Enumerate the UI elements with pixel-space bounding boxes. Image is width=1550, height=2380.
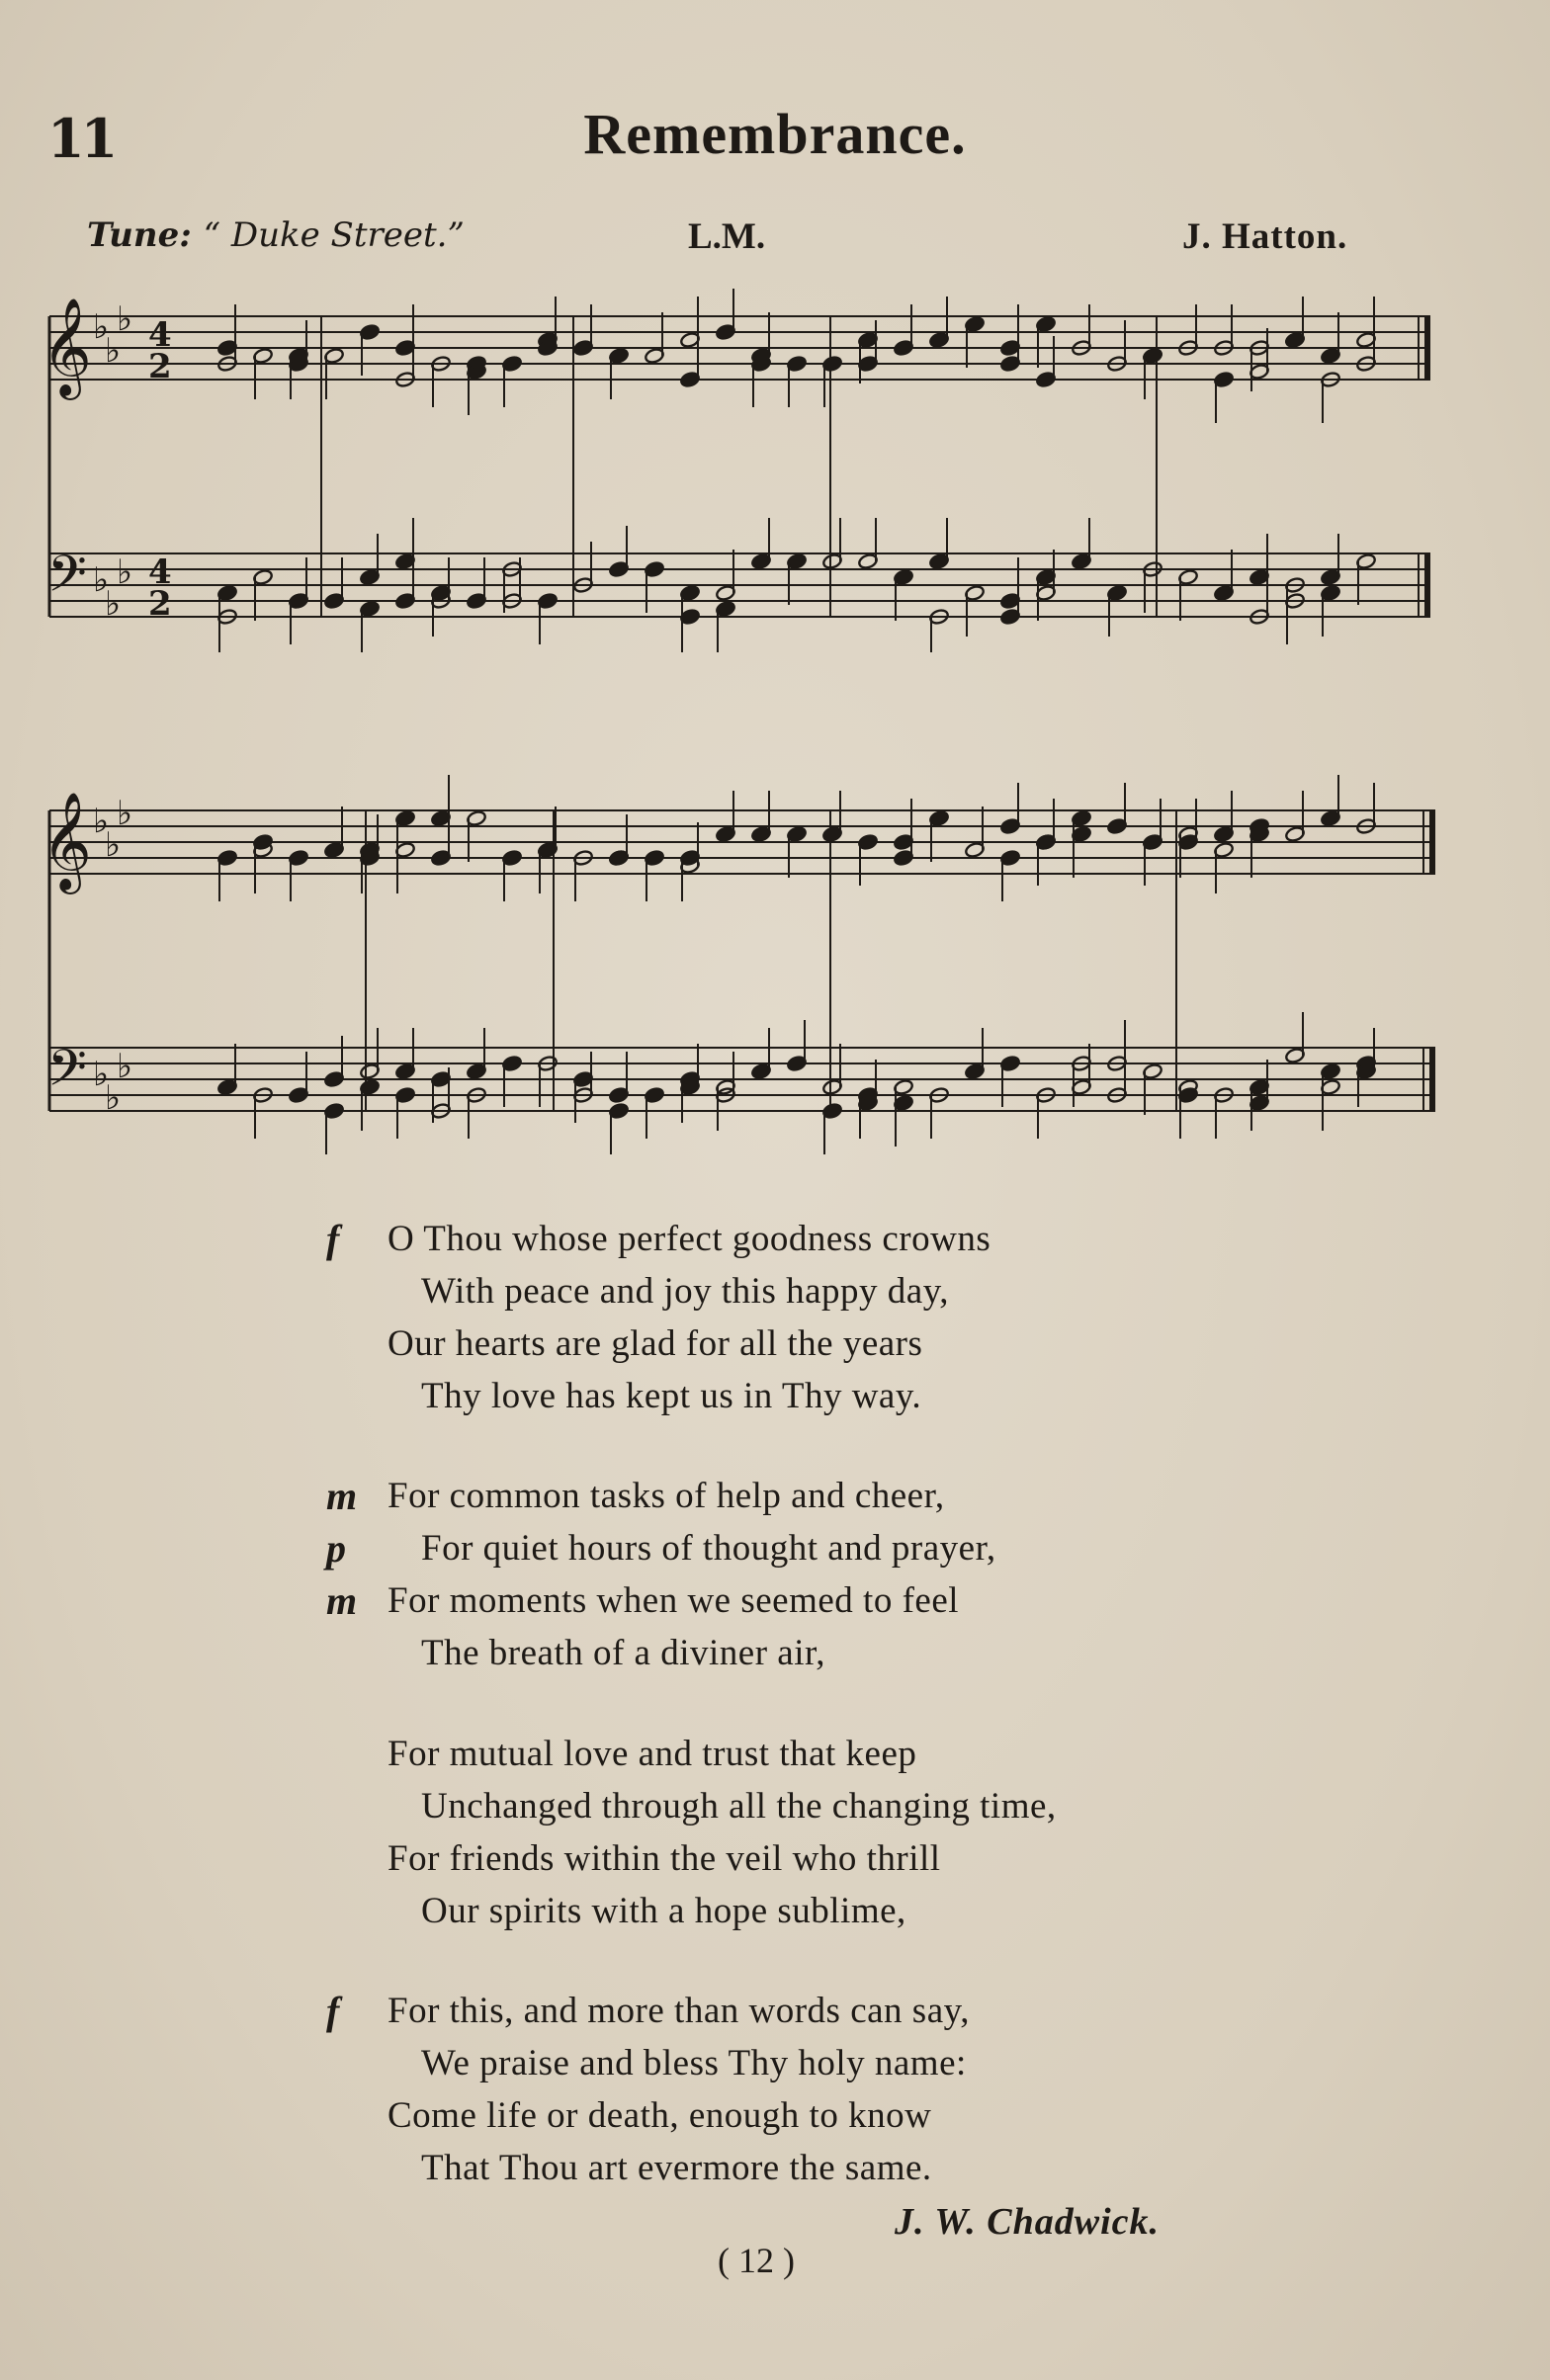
time-signature-bottom: 2 <box>148 347 172 386</box>
stanza-1 <box>326 1213 1315 1422</box>
bass-clef: 𝄢 <box>47 1038 87 1110</box>
hymn-title: Remembrance. <box>583 102 967 166</box>
flat-sign: ♭ <box>105 1078 122 1118</box>
flat-sign: ♭ <box>93 1055 110 1094</box>
flat-sign: ♭ <box>117 552 133 592</box>
stanza-2 <box>326 1470 1315 1679</box>
stanza-line: Thy love has kept us in Thy way. <box>421 1376 922 1416</box>
stanza-line: f O Thou whose perfect goodness crowns <box>326 1213 1315 1265</box>
bass-clef: 𝄢 <box>47 544 87 616</box>
stanza-line: The breath of a diviner air, <box>421 1633 826 1673</box>
stanza-line: With peace and joy this happy day, <box>421 1271 950 1312</box>
stanza-line: m For common tasks of help and cheer, <box>326 1470 1315 1522</box>
tune-label: Tune: <box>87 215 192 255</box>
final-bar-thick <box>1424 553 1430 617</box>
flat-sign: ♭ <box>117 299 133 339</box>
dynamic-mark: f <box>326 1217 340 1261</box>
flat-sign: ♭ <box>105 331 122 371</box>
tune-info <box>87 215 465 255</box>
flat-sign: ♭ <box>105 825 122 865</box>
stanza-line: p For quiet hours of thought and prayer, <box>326 1522 1315 1574</box>
final-bar-thick <box>1429 810 1435 874</box>
time-signature-bottom: 2 <box>148 584 172 624</box>
stanza-line: m For moments when we seemed to feel <box>326 1574 1315 1627</box>
dynamic-mark: m <box>326 1474 358 1518</box>
dynamic-mark: f <box>326 1989 340 2033</box>
flat-sign: ♭ <box>117 794 133 833</box>
stanza-4 <box>326 1985 1315 2194</box>
flat-sign: ♭ <box>93 560 110 600</box>
page-number: ( 12 ) <box>718 2241 795 2280</box>
dynamic-mark: m <box>326 1578 358 1623</box>
time-signature-top: 4 <box>148 315 172 355</box>
stanza-line: For friends within the veil who thrill <box>388 1838 941 1879</box>
tune-name: “ Duke Street.” <box>203 215 465 255</box>
final-bar-thick <box>1429 1048 1435 1111</box>
stanza-line: We praise and bless Thy holy name: <box>421 2043 967 2083</box>
music-score-system-1 <box>40 277 1443 652</box>
stanza-3 <box>326 1728 1315 1937</box>
flat-sign: ♭ <box>105 584 122 624</box>
hymn-number: 11 <box>47 107 115 170</box>
author-attribution: J. W. Chadwick. <box>895 2201 1161 2243</box>
composer: J. Hatton. <box>1182 216 1348 257</box>
treble-clef: 𝄞 <box>42 792 92 891</box>
music-score-system-2 <box>40 761 1443 1156</box>
flat-sign: ♭ <box>93 802 110 841</box>
stanza-line: Come life or death, enough to know <box>388 2095 932 2136</box>
meter: L.M. <box>688 216 766 257</box>
stanza-line: Our hearts are glad for all the years <box>388 1323 923 1364</box>
stanza-line: Unchanged through all the changing time, <box>421 1786 1057 1827</box>
stanza-line: For mutual love and trust that keep <box>388 1734 917 1774</box>
final-bar-thick <box>1424 316 1430 380</box>
treble-clef: 𝄞 <box>42 298 92 396</box>
stanza-line: f For this, and more than words can say, <box>326 1985 1315 2037</box>
dynamic-mark: p <box>326 1526 347 1571</box>
stanza-line: Our spirits with a hope sublime, <box>421 1891 906 1931</box>
flat-sign: ♭ <box>93 307 110 347</box>
stanza-line: That Thou art evermore the same. <box>421 2148 932 2188</box>
flat-sign: ♭ <box>117 1047 133 1086</box>
time-signature-top: 4 <box>148 552 172 592</box>
